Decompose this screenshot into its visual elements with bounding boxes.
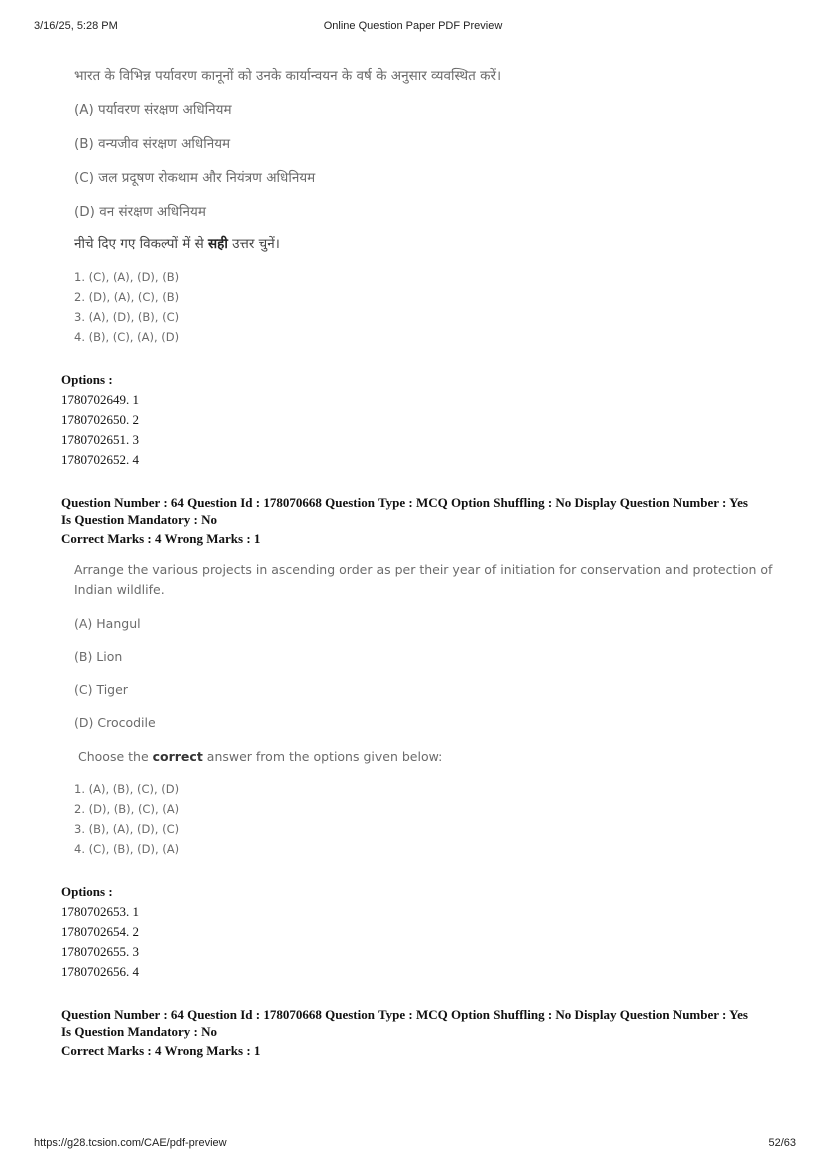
page-number: 52/63 bbox=[768, 1137, 796, 1149]
option-id: 1780702653. 1 bbox=[61, 904, 139, 919]
options-title: Options : bbox=[61, 372, 113, 387]
print-datetime: 3/16/25, 5:28 PM bbox=[34, 20, 118, 32]
question-meta-line: Question Number : 64 Question Id : 178070668 Question Type : MCQ Option Shuffling : No Display Question Number : Yes bbox=[61, 1007, 748, 1022]
question-item: (C) Tiger bbox=[74, 682, 128, 697]
question-item: (A) पर्यावरण संरक्षण अधिनियम bbox=[74, 102, 232, 118]
answer-choice: 2. (D), (B), (C), (A) bbox=[74, 802, 180, 816]
answer-choice: 4. (B), (C), (A), (D) bbox=[74, 330, 180, 344]
question-stem: Arrange the various projects in ascending order as per their year of initiation for conservation and protection of Indian wildlife. bbox=[74, 562, 773, 597]
option-id: 1780702649. 1 bbox=[61, 392, 139, 407]
option-id: 1780702656. 4 bbox=[61, 964, 139, 979]
question-meta-line: Question Number : 64 Question Id : 178070668 Question Type : MCQ Option Shuffling : No Display Question Number : Yes bbox=[61, 495, 748, 510]
question-item: (B) वन्यजीव संरक्षण अधिनियम bbox=[74, 136, 231, 152]
options-list bbox=[61, 370, 139, 470]
answer-choice: 1. (A), (B), (C), (D) bbox=[74, 782, 180, 796]
instruction-emphasis: सही bbox=[208, 236, 228, 252]
answer-choice: 3. (A), (D), (B), (C) bbox=[74, 310, 180, 324]
answer-choice: 3. (B), (A), (D), (C) bbox=[74, 822, 180, 836]
options-list bbox=[61, 882, 139, 982]
question-mandatory: Is Question Mandatory : No bbox=[61, 512, 218, 527]
option-id: 1780702654. 2 bbox=[61, 924, 139, 939]
question-item: (D) Crocodile bbox=[74, 715, 156, 730]
options-title: Options : bbox=[61, 884, 113, 899]
option-id: 1780702652. 4 bbox=[61, 452, 139, 467]
print-title: Online Question Paper PDF Preview bbox=[323, 20, 503, 32]
question-marks: Correct Marks : 4 Wrong Marks : 1 bbox=[61, 531, 261, 546]
question-item: (B) Lion bbox=[74, 649, 123, 664]
answer-choice: 4. (C), (B), (D), (A) bbox=[74, 842, 180, 856]
question-item: (A) Hangul bbox=[74, 616, 141, 631]
print-url: https://g28.tcsion.com/CAE/pdf-preview bbox=[34, 1137, 227, 1149]
question-marks: Correct Marks : 4 Wrong Marks : 1 bbox=[61, 1043, 261, 1058]
option-id: 1780702650. 2 bbox=[61, 412, 139, 427]
question-item: (C) जल प्रदूषण रोकथाम और नियंत्रण अधिनियम bbox=[74, 170, 316, 186]
question-meta bbox=[61, 494, 791, 547]
question-meta bbox=[61, 1006, 791, 1059]
option-id: 1780702655. 3 bbox=[61, 944, 139, 959]
question-stem: भारत के विभिन्न पर्यावरण कानूनों को उनके कार्यान्वयन के वर्ष के अनुसार व्यवस्थित करें। bbox=[74, 68, 502, 84]
answer-choice: 1. (C), (A), (D), (B) bbox=[74, 270, 180, 284]
question-instruction: Choose the correct answer from the options given below: bbox=[78, 749, 443, 764]
question-instruction: नीचे दिए गए विकल्पों में से सही उत्तर चुनें। bbox=[74, 236, 280, 252]
question-mandatory: Is Question Mandatory : No bbox=[61, 1024, 218, 1039]
instruction-emphasis: correct bbox=[152, 749, 203, 764]
answer-choice: 2. (D), (A), (C), (B) bbox=[74, 290, 180, 304]
question-item: (D) वन संरक्षण अधिनियम bbox=[74, 204, 206, 220]
option-id: 1780702651. 3 bbox=[61, 432, 139, 447]
